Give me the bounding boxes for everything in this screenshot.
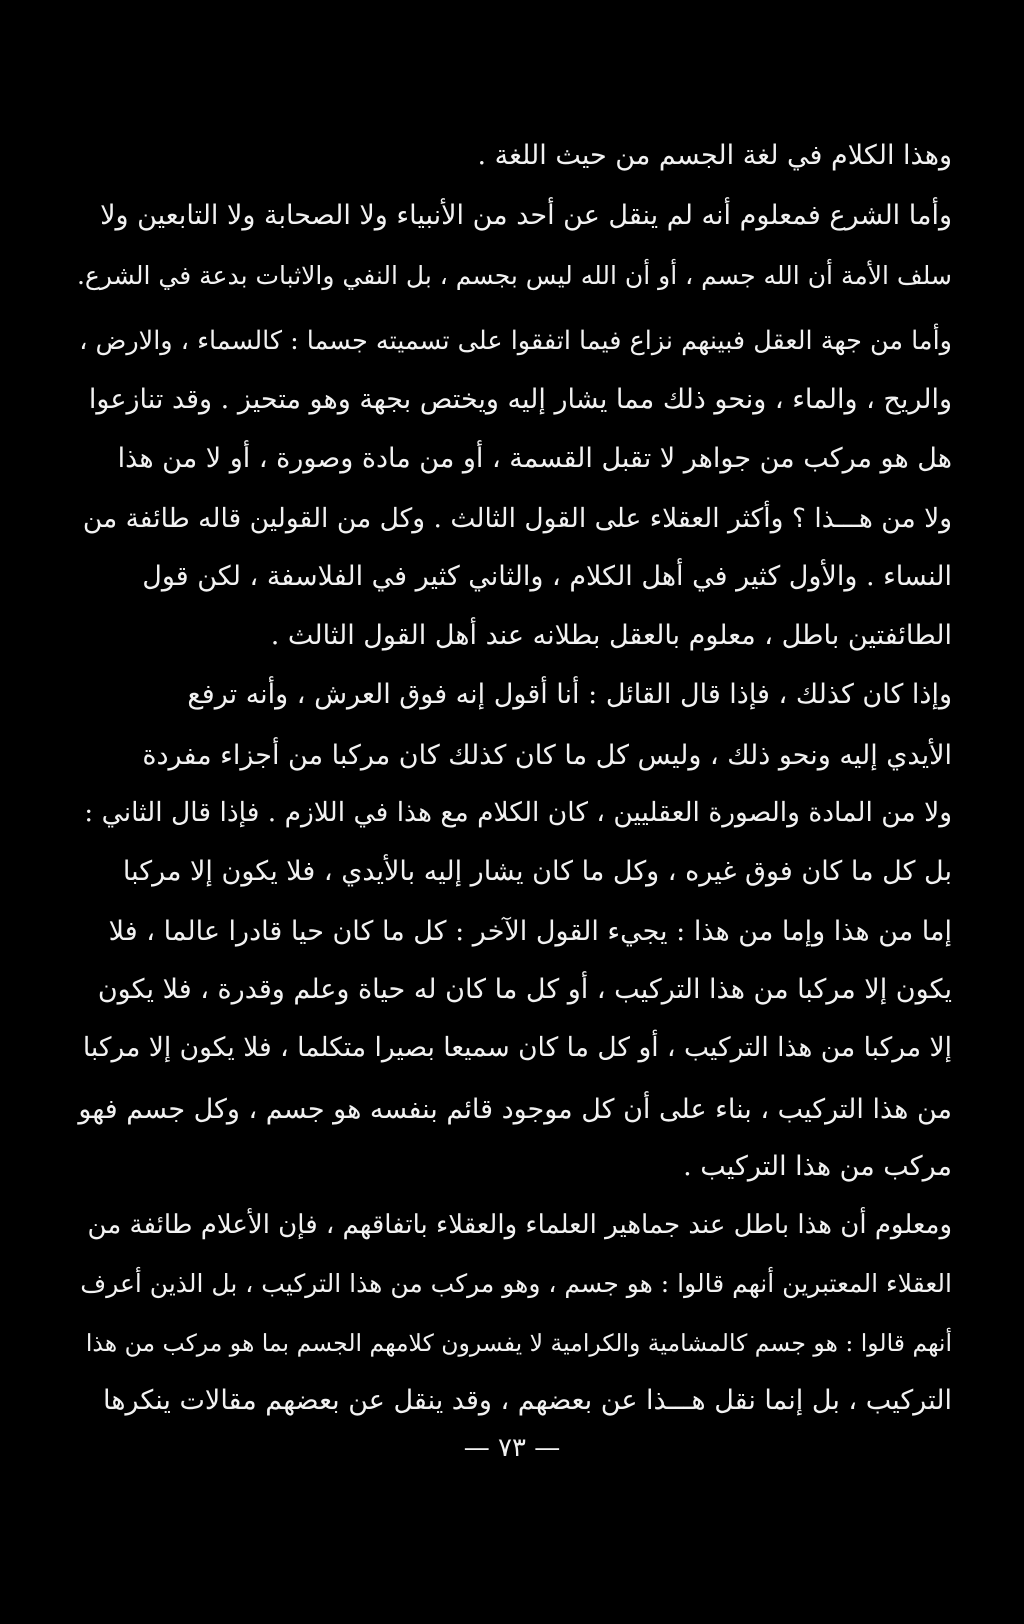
text-line: وهذا الكلام في لغة الجسم من حيث اللغة .	[477, 140, 952, 171]
text-line: إلا مركبا من هذا التركيب ، أو كل ما كان سميعا بصيرا متكلما ، فلا يكون إلا مركبا	[82, 1032, 952, 1063]
text-line: مركب من هذا التركيب .	[683, 1151, 952, 1182]
text-line: الأيدي إليه ونحو ذلك ، وليس كل ما كان كذلك كان مركبا من أجزاء مفردة	[142, 740, 952, 771]
text-line: بل كل ما كان فوق غيره ، وكل ما كان يشار إليه بالأيدي ، فلا يكون إلا مركبا	[122, 856, 952, 887]
text-line: وإذا كان كذلك ، فإذا قال القائل : أنا أقول إنه فوق العرش ، وأنه ترفع	[187, 679, 952, 710]
text-line: العقلاء المعتبرين أنهم قالوا : هو جسم ، وهو مركب من هذا التركيب ، بل الذين أعرف	[80, 1269, 952, 1298]
text-line: وأما من جهة العقل فبينهم نزاع فيما اتفقوا على تسميته جسما : كالسماء ، والارض ،	[79, 326, 952, 356]
text-line: الطائفتين باطل ، معلوم بالعقل بطلانه عند أهل القول الثالث .	[270, 620, 952, 651]
text-line: هل هو مركب من جواهر لا تقبل القسمة ، أو من مادة وصورة ، أو لا من هذا	[117, 443, 952, 474]
text-line: ومعلوم أن هذا باطل عند جماهير العلماء والعقلاء باتفاقهم ، فإن الأعلام طائفة من	[87, 1210, 952, 1240]
text-line: يكون إلا مركبا من هذا التركيب ، أو كل ما كان له حياة وعلم وقدرة ، فلا يكون	[97, 974, 952, 1005]
text-line: النساء . والأول كثير في أهل الكلام ، والثاني كثير في الفلاسفة ، لكن قول	[142, 561, 952, 592]
page-number: — ٧٣ —	[463, 1433, 561, 1463]
text-line: وأما الشرع فمعلوم أنه لم ينقل عن أحد من الأنبياء ولا الصحابة ولا التابعين ولا	[100, 200, 952, 231]
text-line: ولا من المادة والصورة العقليين ، كان الكلام مع هذا في اللازم . فإذا قال الثاني :	[84, 797, 952, 828]
text-line: والريح ، والماء ، ونحو ذلك مما يشار إليه ويختص بجهة وهو متحيز . وقد تنازعوا	[88, 384, 952, 415]
text-line: أنهم قالوا : هو جسم كالمشامية والكرامية لا يفسرون كلامهم الجسم بما هو مركب من هذا	[85, 1329, 952, 1357]
text-line: من هذا التركيب ، بناء على أن كل موجود قائم بنفسه هو جسم ، وكل جسم فهو	[78, 1094, 952, 1125]
text-line: التركيب ، بل إنما نقل هـــذا عن بعضهم ، وقد ينقل عن بعضهم مقالات ينكرها	[103, 1385, 952, 1416]
text-line: إما من هذا وإما من هذا : يجيء القول الآخر : كل ما كان حيا قادرا عالما ، فلا	[108, 916, 952, 947]
text-line: ولا من هـــذا ؟ وأكثر العقلاء على القول الثالث . وكل من القولين قاله طائفة من	[82, 503, 952, 534]
text-line: سلف الأمة أن الله جسم ، أو أن الله ليس بجسم ، بل النفي والاثبات بدعة في الشرع.	[76, 261, 952, 290]
